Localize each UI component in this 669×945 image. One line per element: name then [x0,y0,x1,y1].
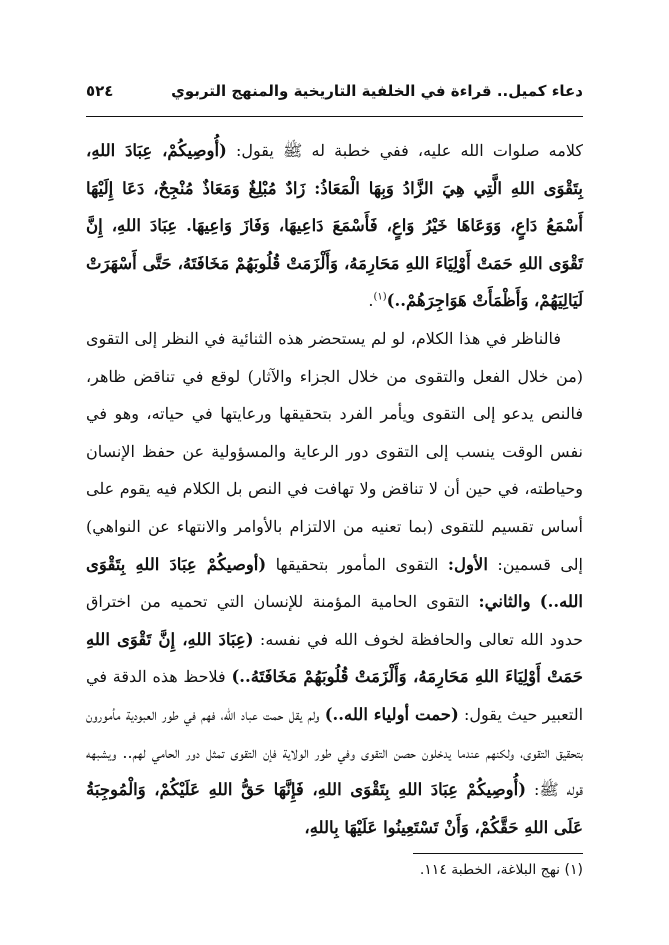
paragraph-quote-intro [86,132,583,320]
quote-protective-piety: (عِبَادَ اللهِ، إِنَّ تَقْوَى اللهِ حَمَتْ أَوْلِيَاءَ اللهِ مَحَارِمَهُ، وَأَلْزَمَتْ قُلُوبَهُمْ مَخَافَتَهُ..) [86,629,584,687]
page-number: ٥٢٤ [86,82,114,100]
first-label: الأول: [447,554,488,574]
quote-right-of-god: (أُوصِيكُمْ عِبَادَ اللهِ بِتَقْوَى اللهِ، فَإِنَّهَا حَقُّ اللهِ عَلَيْكُمْ، وَالْمُوجِبَةُ عَلَى اللهِ حَقَّكُمْ، وَأَنْ تَسْتَعِينُوا عَلَيْهَا بِاللهِ، [86,780,583,837]
analysis-text-4: التقوى الحامية المؤمنة للإنسان التي تحميه من اختراق حدود الله تعالى والحافظة لخوف الله في نفسه: [86,592,583,649]
page-body [86,132,583,846]
analysis-text-2: التقوى المأمور بتحقيقها [266,554,448,574]
analysis-text-5: فلاحظ هذه الدقة في التعبير حيث يقول: [86,667,584,724]
header-divider [86,116,583,117]
sermon-quote: (أُوصِيكُمْ، عِبَادَ اللهِ، بِتَقْوَى اللهِ الَّتِي هِيَ الزَّادُ وَبِهَا الْمَعَاذُ: زَادٌ مُبْلِغٌ وَمَعَاذٌ مُنْجِحٌ، دَعَا إِلَيْهَا أَسْمَعُ دَاعٍ، وَوَعَاهَا خَيْرُ وَاعٍ، فَأَسْمَعَ دَاعِيهَا، وَفَازَ وَاعِيهَا. عِبَادَ اللهِ، إِنَّ تَقْوَى اللهِ حَمَتْ أَوْلِيَاءَ اللهِ مَحَارِمَهُ، وَأَلْزَمَتْ قُلُوبَهُمْ مَخَافَتَهُ، حَتَّى أَسْهَرَتْ لَيَالِيَهُمْ، وَأَظْمَأَتْ هَوَاجِرَهُمْ..) [86,141,583,311]
running-title: دعاء كميل.. قراءة في الخلفية التاريخية والمنهج التربوي [171,82,583,100]
analysis-text-3 [531,592,540,611]
footnote-divider [413,853,583,854]
footnote-text: نهج البلاغة، الخطبة ١١٤. [419,862,561,878]
analysis-text-6: ولم يقل حمت عباد الله، فهم في طور العبودية مأمورون بتحقيق التقوى، ولكنهم عندما يدخلون حصن التقوى وفي طور الولاية فإن التقوى تمثل دور الحامي لهم.. ويشبهه قوله ﷺ: [86,704,584,800]
quote-commanded-piety: (أوصيكُمْ عِبَادَ اللهِ بِتَقْوَى الله..) [86,554,583,612]
paragraph-analysis [86,320,583,846]
footnote-marker: (١) [564,862,583,878]
sentence-end: . [368,291,374,311]
footnote [86,862,583,878]
analysis-text-1: فالناظر في هذا الكلام، لو لم يستحضر هذه الثنائية في النظر إلى التقوى (من خلال الفعل والتقوى من خلال الجزاء والآثار) لوقع في تناقض ظاهر، فالنص يدعو إلى التقوى ويأمر الفرد بتحقيقها ورعايتها في حياته، وهو في نفس الوقت ينسب إلى التقوى دور الرعاية والمسؤولية عن حفظ الإنسان وحياطته، في حين أن لا تناقض ولا تهافت في النص بل الكلام فيه يقوم على أساس تقسيم للتقوى (بما تعنيه من الالتزام بالأوامر والانتهاء عن النواهي) إلى قسمين: [86,328,584,574]
quote-guardians: (حمت أولياء الله..) [324,704,459,724]
page-header [86,78,583,104]
second-label: والثاني: [478,592,531,612]
intro-text: كلامه صلوات الله عليه، ففي خطبة له ﷺ يقول: [226,141,583,160]
footnote-reference[interactable]: (١) [373,292,387,304]
